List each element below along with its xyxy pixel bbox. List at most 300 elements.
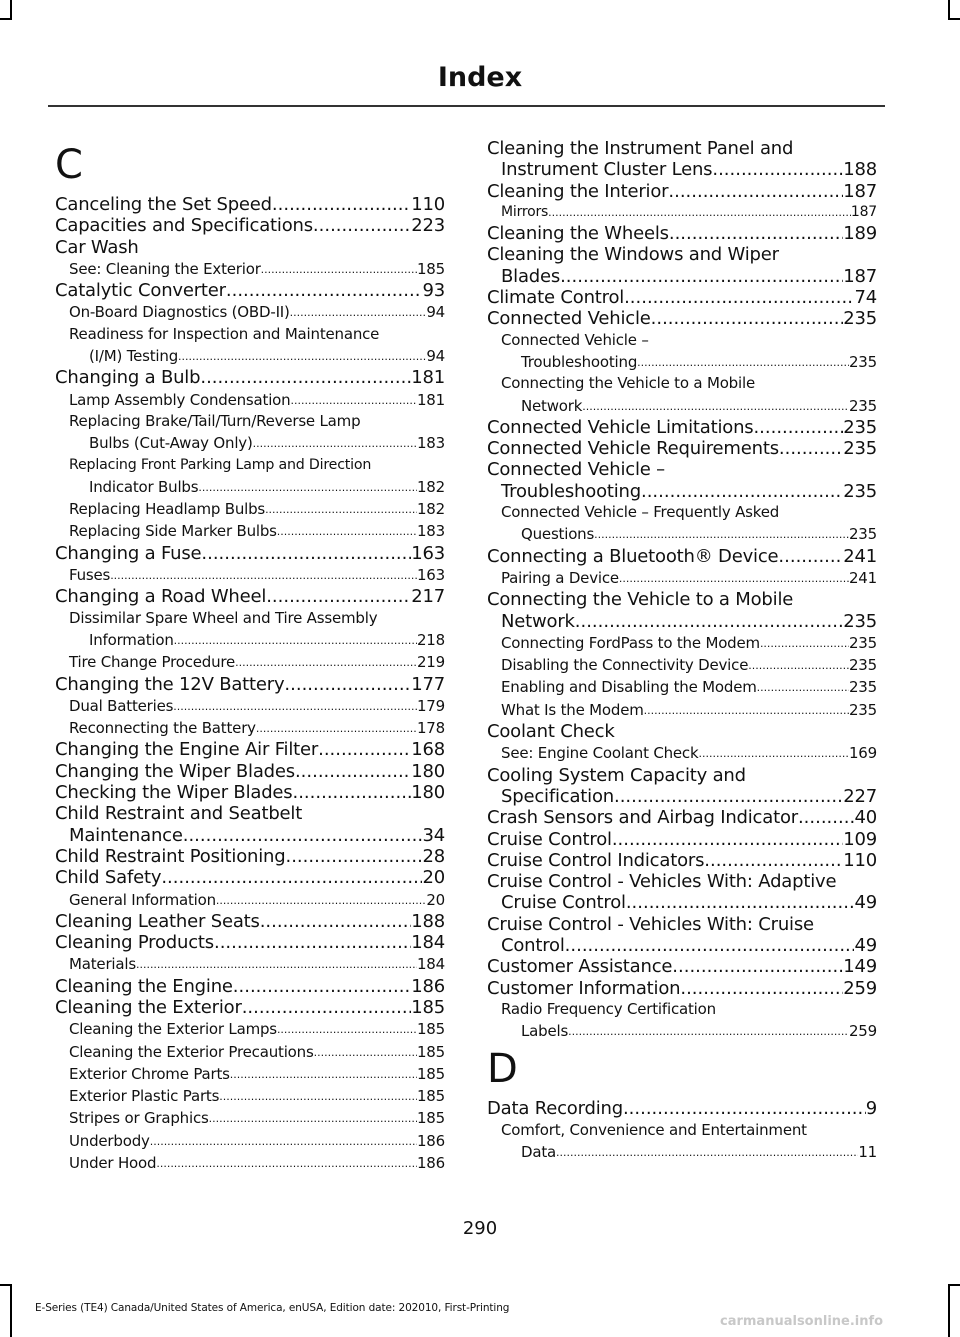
entry-title: Changing the Wiper Blades (55, 760, 295, 782)
entry-title: Cleaning the Exterior Precautions (69, 1042, 314, 1061)
dot-leader (156, 1152, 417, 1174)
entry-page: 227 (843, 785, 877, 807)
entry-title: Customer Assistance (487, 956, 673, 978)
entry-page: 235 (848, 700, 877, 719)
entry-page: 259 (843, 977, 877, 999)
entry-page: 169 (848, 744, 877, 763)
entry-page: 241 (848, 568, 877, 587)
entry-page: 182 (416, 500, 445, 519)
dot-leader (183, 825, 423, 846)
index-subheading: Readiness for Inspection and Maintenance (69, 324, 380, 343)
entry-title: Changing the 12V Battery (55, 673, 285, 695)
index-entry (55, 997, 445, 1018)
entry-title: See: Engine Coolant Check (501, 744, 699, 763)
entry-title: Cleaning the Exterior (55, 996, 242, 1018)
entry-page: 235 (843, 438, 877, 460)
dot-leader (318, 739, 411, 760)
dot-leader (753, 417, 843, 438)
dot-leader (110, 564, 417, 586)
dot-leader (277, 1018, 417, 1040)
dot-leader (314, 1041, 417, 1063)
entry-page: 11 (858, 1143, 877, 1162)
entry-page: 110 (843, 849, 877, 871)
entry-page: 235 (848, 396, 877, 415)
entry-title: Questions (521, 525, 595, 544)
section-letter: D (487, 1046, 518, 1093)
dot-leader (265, 498, 417, 520)
entry-page: 219 (416, 653, 445, 672)
dot-leader (136, 953, 417, 975)
entry-title: Fuses (69, 566, 111, 585)
dot-leader (290, 389, 416, 411)
entry-page: 185 (416, 1109, 445, 1128)
entry-page: 185 (416, 1042, 445, 1061)
entry-title: Information (89, 630, 174, 649)
entry-title: Dual Batteries (69, 696, 174, 715)
dot-leader (712, 159, 843, 180)
entry-title: Capacities and Specifications (55, 215, 313, 237)
entry-page: 181 (411, 367, 445, 389)
dot-leader (261, 258, 417, 280)
index-heading: Cleaning the Instrument Panel and (487, 138, 794, 159)
entry-title: Changing a Fuse (55, 542, 202, 564)
index-subentry (55, 301, 445, 323)
dot-leader (644, 699, 849, 721)
entry-page: 223 (411, 215, 445, 237)
entry-page: 109 (843, 828, 877, 850)
entry-page: 49 (854, 892, 877, 914)
index-entry (487, 159, 877, 180)
entry-page: 178 (416, 719, 445, 738)
entry-page: 40 (854, 807, 877, 829)
dot-leader (235, 651, 417, 673)
entry-page: 241 (843, 545, 877, 567)
entry-title: Troubleshooting (521, 352, 638, 371)
index-subentry (487, 1020, 877, 1042)
crop-mark (0, 18, 12, 20)
index-entry (487, 181, 877, 202)
index-entry (55, 543, 445, 564)
index-subentry (487, 654, 877, 676)
index-subheading: Connected Vehicle – (501, 330, 649, 349)
entry-title: Connecting a Bluetooth® Device (487, 545, 779, 567)
entry-title: Lamp Assembly Condensation (69, 390, 291, 409)
dot-leader (277, 520, 417, 542)
index-subentry (55, 695, 445, 717)
index-subentry (55, 629, 445, 651)
entry-page: 235 (843, 416, 877, 438)
entry-page: 217 (411, 586, 445, 608)
index-subentry (55, 1063, 445, 1085)
index-column-left (55, 138, 445, 1174)
entry-page: 185 (416, 1064, 445, 1083)
entry-title: Specification (501, 785, 614, 807)
dot-leader (778, 546, 843, 567)
crop-mark (948, 1284, 960, 1286)
index-entry (55, 280, 445, 301)
index-entry (487, 481, 877, 502)
entry-page: 94 (426, 347, 445, 366)
index-subentry (55, 432, 445, 454)
entry-page: 177 (411, 673, 445, 695)
index-subheading: Comfort, Convenience and Entertainment (501, 1120, 807, 1139)
dot-leader (624, 287, 854, 308)
dot-leader (757, 676, 849, 698)
dot-leader (260, 911, 412, 932)
entry-title: Cleaning Leather Seats (55, 910, 260, 932)
index-subentry (55, 389, 445, 411)
entry-page: 235 (843, 480, 877, 502)
index-entry (487, 438, 877, 459)
entry-page: 218 (416, 630, 445, 649)
index-subentry (487, 351, 877, 373)
entry-title: Cruise Control Indicators (487, 849, 705, 871)
entry-title: Pairing a Device (501, 568, 619, 587)
entry-page: 235 (848, 678, 877, 697)
entry-page: 20 (426, 890, 445, 909)
entry-page: 94 (426, 303, 445, 322)
index-subentry (55, 1041, 445, 1063)
dot-leader (594, 523, 849, 545)
index-heading: Cruise Control - Vehicles With: Adaptive (487, 871, 837, 893)
entry-title: Changing the Engine Air Filter (55, 739, 319, 761)
entry-title: Cruise Control (501, 892, 626, 914)
entry-page: 184 (411, 932, 445, 954)
entry-page: 189 (843, 223, 877, 245)
index-heading: Cooling System Capacity and (487, 764, 746, 786)
entry-title: Cleaning the Exterior Lamps (69, 1020, 277, 1039)
entry-page: 184 (416, 955, 445, 974)
index-subentry (487, 742, 877, 764)
entry-page: 187 (843, 180, 877, 202)
dot-leader (285, 846, 422, 867)
entry-title: Enabling and Disabling the Modem (501, 678, 757, 697)
dot-leader (214, 932, 411, 953)
header-divider (48, 105, 885, 107)
index-entry (487, 935, 877, 956)
dot-leader (266, 586, 411, 607)
entry-title: Connected Vehicle Requirements (487, 438, 779, 460)
entry-title: On-Board Diagnostics (OBD-II) (69, 303, 290, 322)
entry-title: Customer Information (487, 977, 681, 999)
entry-page: 186 (411, 975, 445, 997)
index-subentry (55, 564, 445, 586)
edition-footer: E-Series (TE4) Canada/United States of America, enUSA, Edition date: 202010, First-Printing (35, 1302, 510, 1314)
entry-page: 235 (848, 656, 877, 675)
dot-leader (290, 301, 427, 323)
entry-title: Catalytic Converter (55, 280, 226, 302)
dot-leader (748, 654, 849, 676)
dot-leader (219, 1085, 417, 1107)
index-subentry (55, 345, 445, 367)
dot-leader (209, 1107, 417, 1129)
index-subentry (55, 258, 445, 280)
entry-title: Checking the Wiper Blades (55, 782, 293, 804)
entry-title: Tire Change Procedure (69, 653, 236, 672)
dot-leader (641, 481, 843, 502)
entry-title: See: Cleaning the Exterior (69, 259, 261, 278)
index-heading: Car Wash (55, 236, 139, 258)
entry-title: Exterior Chrome Parts (69, 1064, 230, 1083)
index-entry (55, 367, 445, 388)
dot-leader (779, 438, 843, 459)
entry-title: General Information (69, 890, 216, 909)
dot-leader (623, 1098, 866, 1119)
entry-page: 188 (411, 910, 445, 932)
entry-page: 34 (422, 824, 445, 846)
page-number: 290 (462, 1218, 498, 1239)
entry-title: Connecting FordPass to the Modem (501, 633, 760, 652)
entry-title: Exterior Plastic Parts (69, 1087, 220, 1106)
entry-page: 235 (843, 610, 877, 632)
index-entry (487, 611, 877, 632)
entry-page: 259 (848, 1022, 877, 1041)
index-subheading: Replacing Front Parking Lamp and Direction (69, 456, 372, 473)
dot-leader (173, 695, 417, 717)
entry-title: (I/M) Testing (89, 347, 179, 366)
dot-leader (556, 1141, 858, 1163)
dot-leader (560, 266, 843, 287)
dot-leader (704, 850, 843, 871)
dot-leader (198, 476, 417, 498)
entry-page: 235 (848, 633, 877, 652)
entry-title: Canceling the Set Speed (55, 194, 272, 215)
dot-leader (200, 367, 411, 388)
entry-title: Cleaning Products (55, 932, 214, 954)
entry-title: Connected Vehicle Limitations (487, 416, 754, 438)
index-entry (487, 829, 877, 850)
entry-title: Maintenance (69, 824, 183, 846)
entry-page: 235 (848, 525, 877, 544)
crop-mark (10, 1284, 12, 1337)
entry-title: What Is the Modem (501, 700, 644, 719)
dot-leader (669, 223, 843, 244)
entry-page: 182 (416, 477, 445, 496)
index-subentry (487, 676, 877, 698)
entry-page: 163 (416, 566, 445, 585)
index-subentry (55, 651, 445, 673)
dot-leader (230, 1063, 417, 1085)
entry-page: 9 (865, 1098, 877, 1120)
index-entry (487, 546, 877, 567)
index-entry (55, 867, 445, 888)
index-subentry (487, 202, 877, 223)
dot-leader (619, 567, 849, 589)
dot-leader (680, 978, 843, 999)
index-entry (55, 674, 445, 695)
entry-title: Underbody (69, 1131, 150, 1150)
entry-page: 188 (843, 159, 877, 181)
index-entry (55, 215, 445, 236)
index-subentry (55, 1018, 445, 1040)
entry-page: 180 (411, 782, 445, 804)
crop-mark (948, 1284, 950, 1337)
index-subentry (55, 476, 445, 498)
dot-leader (226, 280, 423, 301)
index-subentry (487, 632, 877, 654)
index-subheading: Replacing Brake/Tail/Turn/Reverse Lamp (69, 411, 361, 430)
entry-title: Cruise Control (487, 828, 612, 850)
index-subentry (55, 1085, 445, 1107)
dot-leader (216, 889, 426, 911)
entry-page: 187 (850, 203, 877, 220)
dot-leader (150, 1130, 417, 1152)
dot-leader (161, 867, 422, 888)
index-entry (55, 761, 445, 782)
index-heading: Connected Vehicle – (487, 459, 665, 481)
entry-title: Indicator Bulbs (89, 477, 199, 496)
crop-mark (0, 1284, 12, 1286)
entry-page: 186 (416, 1154, 445, 1173)
entry-page: 186 (416, 1131, 445, 1150)
index-entry (55, 825, 445, 846)
entry-page: 235 (848, 352, 877, 371)
index-heading: Cleaning the Windows and Wiper (487, 244, 779, 266)
section-letter: C (55, 142, 83, 188)
entry-title: Changing a Bulb (55, 367, 201, 389)
dot-leader (292, 782, 411, 803)
index-subentry (55, 498, 445, 520)
index-entry (55, 586, 445, 607)
entry-page: 180 (411, 760, 445, 782)
dot-leader (313, 215, 411, 236)
entry-title: Data (521, 1143, 557, 1162)
dot-leader (651, 308, 844, 329)
entry-page: 149 (843, 956, 877, 978)
entry-title: Child Safety (55, 867, 162, 889)
entry-page: 93 (422, 280, 445, 302)
index-entry (55, 932, 445, 953)
entry-title: Changing a Road Wheel (55, 586, 267, 608)
dot-leader (612, 829, 843, 850)
index-entry (487, 892, 877, 913)
dot-leader (698, 742, 849, 764)
dot-leader (668, 181, 843, 202)
dot-leader (284, 674, 411, 695)
entry-page: 185 (416, 1020, 445, 1039)
dot-leader (672, 956, 843, 977)
entry-title: Network (521, 396, 583, 415)
index-subentry (487, 1141, 877, 1163)
index-heading: Connecting the Vehicle to a Mobile (487, 589, 794, 611)
entry-title: Replacing Side Marker Bulbs (69, 522, 277, 541)
dot-leader (178, 345, 426, 367)
entry-title: Materials (69, 955, 136, 974)
entry-title: Data Recording (487, 1098, 623, 1120)
index-subentry (55, 520, 445, 542)
index-subheading: Connected Vehicle – Frequently Asked (501, 503, 780, 522)
entry-title: Replacing Headlamp Bulbs (69, 500, 266, 519)
index-subentry (55, 1130, 445, 1152)
entry-title: Instrument Cluster Lens (501, 159, 713, 181)
index-subentry (55, 889, 445, 911)
entry-title: Labels (521, 1022, 569, 1041)
index-entry (55, 739, 445, 760)
dot-leader (174, 629, 417, 651)
watermark-text: carmanualsonline.info (720, 1314, 884, 1329)
dot-leader (614, 786, 843, 807)
dot-leader (798, 807, 855, 828)
index-entry (55, 911, 445, 932)
index-subentry (487, 523, 877, 545)
crop-mark (10, 0, 12, 18)
entry-page: 235 (843, 308, 877, 330)
dot-leader (295, 761, 411, 782)
index-entry (487, 850, 877, 871)
entry-title: Stripes or Graphics (69, 1109, 209, 1128)
dot-leader (575, 611, 843, 632)
index-entry (487, 1098, 877, 1119)
dot-leader (201, 543, 411, 564)
entry-page: 20 (422, 867, 445, 889)
dot-leader (242, 997, 412, 1018)
index-entry (487, 266, 877, 287)
index-entry (487, 978, 877, 999)
entry-page: 185 (411, 996, 445, 1018)
entry-page: 74 (854, 287, 877, 309)
dot-leader (637, 351, 849, 373)
entry-title: Child Restraint Positioning (55, 845, 286, 867)
entry-page: 110 (411, 194, 445, 215)
dot-leader (548, 202, 851, 223)
dot-leader (582, 395, 849, 417)
entry-title: Cleaning the Interior (487, 180, 669, 202)
entry-page: 181 (416, 390, 445, 409)
index-entry (487, 223, 877, 244)
index-subentry (55, 1107, 445, 1129)
index-entry (487, 807, 877, 828)
index-subentry (55, 717, 445, 739)
dot-leader (568, 1020, 849, 1042)
entry-title: Reconnecting the Battery (69, 719, 256, 738)
dot-leader (760, 632, 849, 654)
entry-page: 183 (416, 522, 445, 541)
index-entry (487, 287, 877, 308)
index-entry (55, 194, 445, 215)
entry-title: Control (501, 934, 565, 956)
entry-title: Crash Sensors and Airbag Indicator (487, 807, 798, 829)
entry-page: 49 (854, 934, 877, 956)
index-entry (55, 846, 445, 867)
index-subentry (487, 567, 877, 589)
index-heading: Child Restraint and Seatbelt (55, 803, 303, 825)
index-entry (487, 417, 877, 438)
crop-mark (948, 0, 950, 18)
entry-title: Network (501, 610, 575, 632)
entry-title: Under Hood (69, 1154, 157, 1173)
dot-leader (565, 935, 855, 956)
index-subentry (55, 953, 445, 975)
dot-leader (626, 892, 855, 913)
index-heading: Cruise Control - Vehicles With: Cruise (487, 913, 814, 935)
index-entry (487, 308, 877, 329)
entry-title: Blades (501, 265, 561, 287)
index-entry (55, 976, 445, 997)
index-subheading: Radio Frequency Certification (501, 999, 716, 1018)
entry-title: Climate Control (487, 287, 625, 309)
entry-page: 185 (416, 1087, 445, 1106)
entry-page: 168 (411, 739, 445, 761)
index-subentry (55, 1152, 445, 1174)
entry-title: Connected Vehicle (487, 308, 651, 330)
dot-leader (272, 194, 411, 215)
dot-leader (253, 432, 417, 454)
index-subheading: Connecting the Vehicle to a Mobile (501, 374, 755, 393)
entry-title: Cleaning the Wheels (487, 223, 669, 245)
index-entry (55, 782, 445, 803)
crop-mark (948, 18, 960, 20)
page-title: Index (437, 62, 523, 93)
